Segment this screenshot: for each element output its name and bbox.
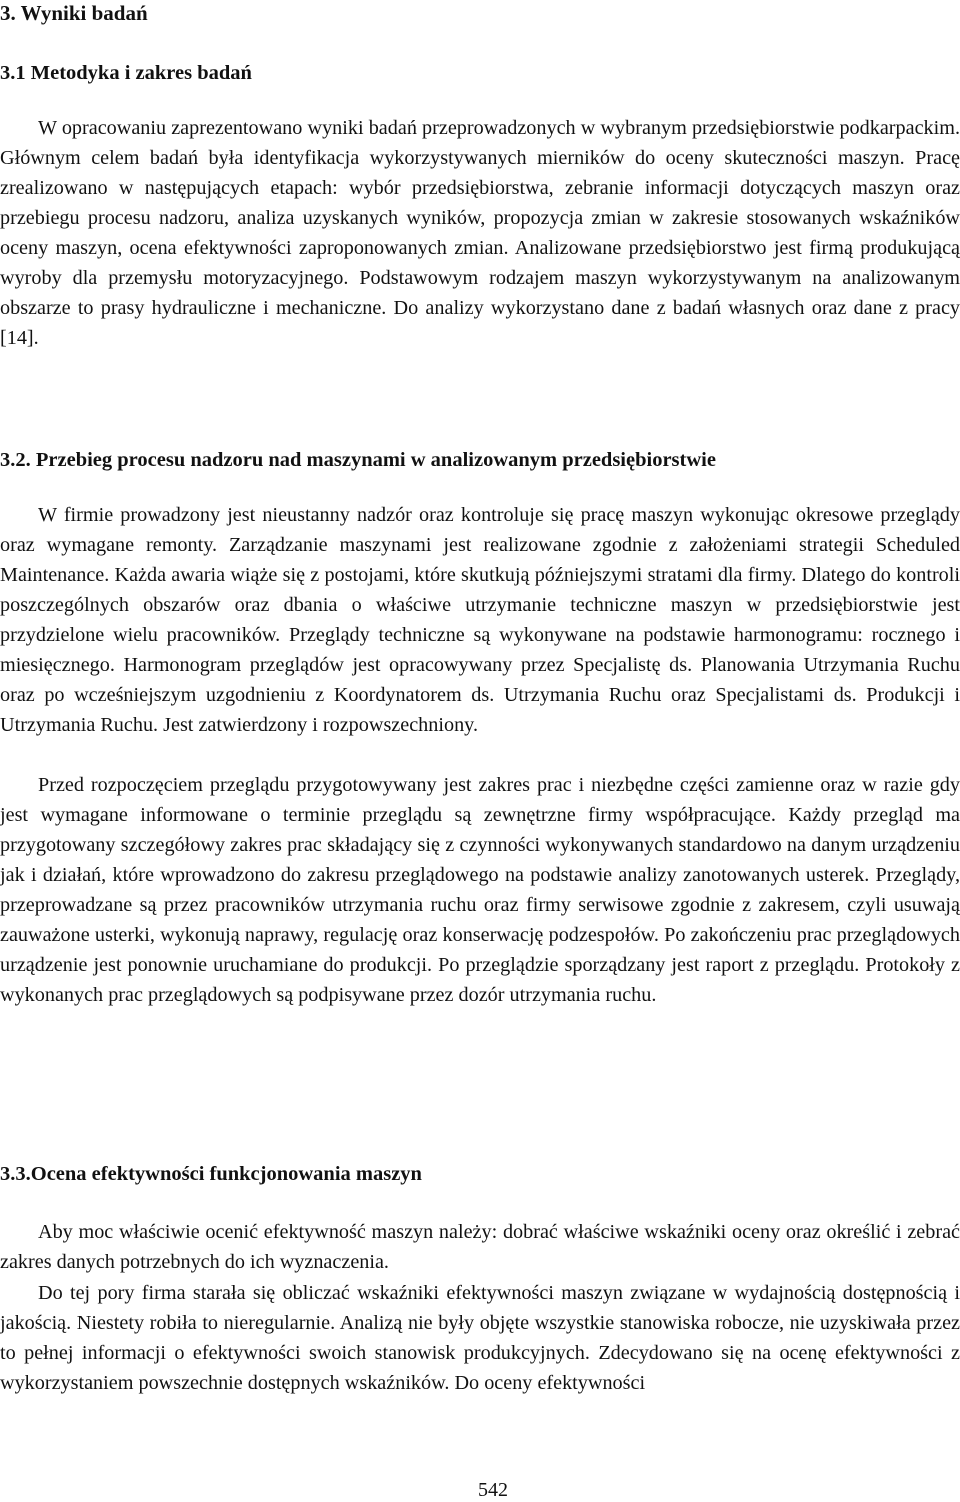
- subsection-heading-supervision: 3.2. Przebieg procesu nadzoru nad maszynami w analizowanym przedsiębiorstwie: [0, 449, 716, 471]
- section-heading: 3. Wyniki badań: [0, 1, 148, 25]
- paragraph-efficiency-2: Do tej pory firma starała się obliczać wskaźniki efektywności maszyn związane w wydajnością dostępnością i jakością. Niestety robiła to nieregularnie. Analizą nie były objęte wszystkie stanowiska robocze, nie uzyskiwała przez to pełnej informacji o efektywności swoich stanowisk produkcyjnych. Zdecydowano się na ocenę efektywności z wykorzystaniem powszechnie dostępnych wskaźników. Do oceny efektywności: [0, 1282, 960, 1394]
- paragraph-efficiency-1: Aby moc właściwie ocenić efektywność maszyn należy: dobrać właściwe wskaźniki oceny oraz określić i zebrać zakres danych potrzebnych do ich wyznaczenia.: [0, 1221, 960, 1273]
- paragraph-supervision-1: W firmie prowadzony jest nieustanny nadzór oraz kontroluje się pracę maszyn wykonując okresowe przeglądy oraz wymagane remonty. Zarządzanie maszynami jest realizowane zgodnie z założeniami strategii Scheduled Maintenance. Każda awaria wiąże się z postojami, które skutkują późniejszymi stratami dla firmy. Dlatego do kontroli poszczególnych obszarów oraz dbania o właściwe utrzymanie techniczne maszyn w przedsiębiorstwie jest przydzielone wielu pracowników. Przeglądy techniczne są wykonywane na podstawie harmonogramu: rocznego i miesięcznego. Harmonogram przeglądów jest opracowywany przez Specjalistę ds. Planowania Utrzymania Ruchu oraz po wcześniejszym uzgodnieniu z Koordynatorem ds. Utrzymania Ruchu oraz Specjalistami ds. Produkcji i Utrzymania Ruchu. Jest zatwierdzony i rozpowszechniony.: [0, 504, 960, 736]
- subsection-heading-efficiency: 3.3.Ocena efektywności funkcjonowania maszyn: [0, 1163, 422, 1185]
- paragraph-supervision-2: Przed rozpoczęciem przeglądu przygotowywany jest zakres prac i niezbędne części zamienne oraz w razie gdy jest wymagane informowane o terminie przeglądu są zewnętrzne firmy współpracujące. Każdy przegląd ma przygotowany szczegółowy zakres prac składający się z czynności wykonywanych standardowo na danym urządzeniu jak i działań, które wprowadzono do zakresu przeglądowego na podstawie analizy zanotowanych usterek. Przeglądy, przeprowadzane są przez pracowników utrzymania ruchu oraz firmy serwisowe zgodnie z zakresem, czyli usuwają zauważone usterki, wykonują naprawy, regulację oraz konserwację podzespołów. Po zakończeniu prac przeglądowych urządzenie jest ponownie uruchamiane do produkcji. Po przeglądzie sporządzany jest raport z przeglądu. Protokoły z wykonanych prac przeglądowych są podpisywane przez dozór utrzymania ruchu.: [0, 774, 960, 1006]
- paragraph-methodology: W opracowaniu zaprezentowano wyniki badań przeprowadzonych w wybranym przedsiębiorstwie podkarpackim. Głównym celem badań była identyfikacja wykorzystywanych mierników do oceny skuteczności maszyn. Pracę zrealizowano w następujących etapach: wybór przedsiębiorstwa, zebranie informacji dotyczących maszyn oraz przebiegu procesu nadzoru, analiza uzyskanych wyników, propozycja zmian w zakresie stosowanych wskaźników oceny maszyn, ocena efektywności zaproponowanych zmian. Analizowane przedsiębiorstwo jest firmą produkującą wyroby dla przemysłu motoryzacyjnego. Podstawowym rodzajem maszyn wykorzystywanym na analizowanym obszarze to prasy hydrauliczne i mechaniczne. Do analizy wykorzystano dane z badań własnych oraz dane z pracy [14].: [0, 117, 960, 349]
- subsection-heading-methodology: 3.1 Metodyka i zakres badań: [0, 62, 252, 84]
- page-number: 542: [478, 1479, 508, 1501]
